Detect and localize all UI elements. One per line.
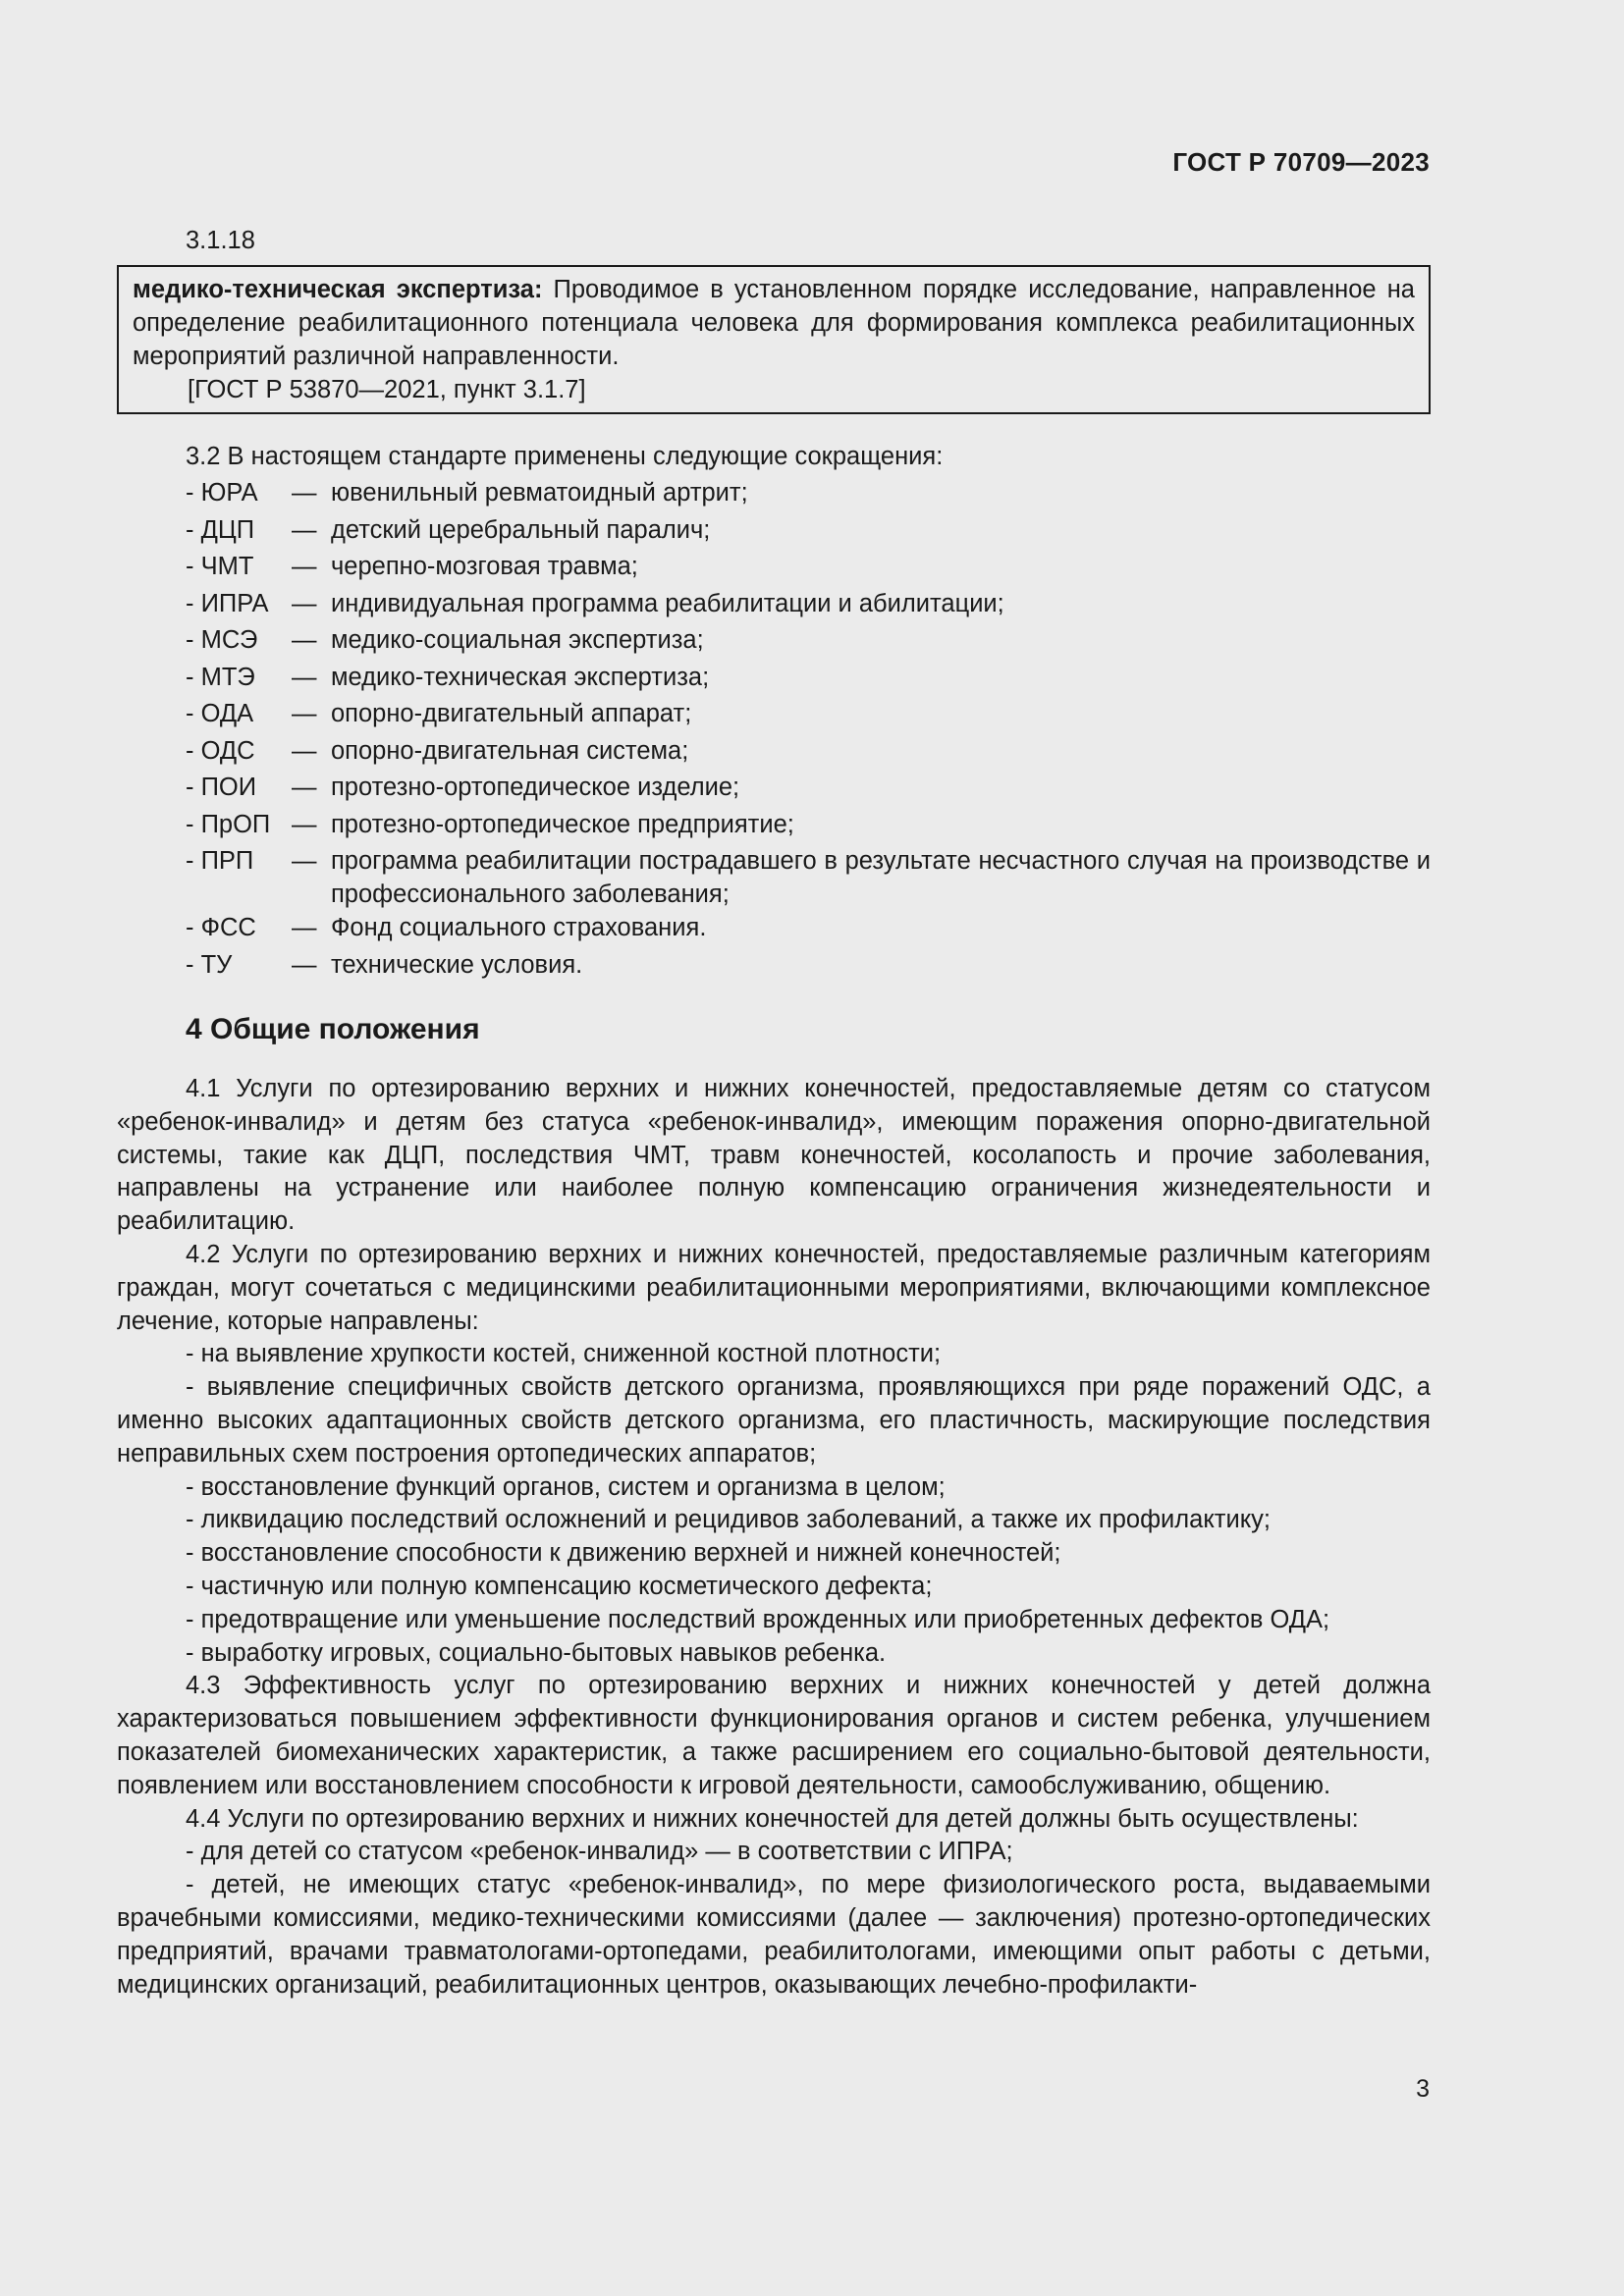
- abbreviation-row: [186, 661, 1431, 698]
- abbreviation-definition: ювенильный ревматоидный артрит;: [331, 479, 748, 507]
- abbreviation-code: - ИПРА: [186, 589, 269, 617]
- abbreviation-definition: медико-техническая экспертиза;: [331, 663, 710, 691]
- abbreviation-code: - ОДС: [186, 736, 255, 765]
- abbreviation-code: - ПОИ: [186, 774, 257, 801]
- abbreviation-code: - ФСС: [186, 914, 256, 941]
- abbreviation-row: [186, 550, 1431, 587]
- abbreviation-definition: индивидуальная программа реабилитации и абилитации;: [331, 589, 1004, 617]
- abbreviation-dash: —: [292, 553, 317, 580]
- abbreviation-dash: —: [292, 700, 317, 727]
- abbreviation-definition: опорно-двигательный аппарат;: [331, 700, 692, 727]
- list-item: - восстановление функций органов, систем и организма в целом;: [186, 1472, 946, 1501]
- abbreviations-intro: 3.2 В настоящем стандарте применены следующие сокращения:: [186, 443, 944, 470]
- list-item: - восстановление способности к движению верхней и нижней конечностей;: [186, 1539, 1061, 1568]
- list-item: - выработку игровых, социально-бытовых навыков ребенка.: [186, 1638, 887, 1667]
- term-number: 3.1.18: [186, 227, 255, 254]
- paragraph-4-4: 4.4 Услуги по ортезированию верхних и нижних конечностей для детей должны быть осуществлены:: [186, 1804, 1359, 1833]
- abbreviation-definition: протезно-ортопедическое изделие;: [331, 774, 740, 801]
- list-item: - предотвращение или уменьшение последствий врожденных или приобретенных дефектов ОДА;: [186, 1605, 1330, 1633]
- paragraph-4-1: 4.1 Услуги по ортезированию верхних и нижних конечностей, предоставляемые детям со статусом «ребенок-инвалид» и детям без статуса «ребенок-инвалид», имеющим поражения опорно-двигательной системы, такие как ДЦП, последствия ЧМТ, травм конечностей, косолапость и прочие заболевания, направлены на устранение или наиболее полную компенсацию ограничения жизнедеятельности и реабилитацию.: [117, 1075, 1431, 1236]
- list-item: - детей, не имеющих статус «ребенок-инвалид», по мере физиологического роста, выдаваемыми врачебными комиссиями, медико-техническими комиссиями (далее — заключения) протезно-ортопедических предприятий, врачами травматологами-ортопедами, реабилитологами, имеющими опыт работы с детьми, медицинских организаций, реабилитационных центров, оказывающих лечебно-профилакти-: [117, 1871, 1431, 1999]
- abbreviation-dash: —: [292, 914, 317, 941]
- section-heading: 4 Общие положения: [186, 1013, 480, 1045]
- abbreviation-code: - ЮРА: [186, 479, 258, 507]
- abbreviation-row: [186, 771, 1431, 808]
- list-item: - ликвидацию последствий осложнений и рецидивов заболеваний, а также их профилактику;: [186, 1506, 1271, 1534]
- term-name: медико-техническая экспертиза:: [133, 276, 543, 303]
- page-content: [117, 224, 1431, 2002]
- abbreviation-dash: —: [292, 626, 317, 654]
- abbreviation-dash: —: [292, 950, 317, 979]
- abbreviation-row: [186, 587, 1431, 624]
- abbreviation-code: - ОДА: [186, 700, 254, 727]
- abbreviation-code: - МТЭ: [186, 663, 255, 691]
- abbreviation-row: [186, 734, 1431, 772]
- abbreviation-definition: черепно-мозговая травма;: [331, 553, 638, 580]
- paragraph-4-2: 4.2 Услуги по ортезированию верхних и нижних конечностей, предоставляемые различным категориям граждан, могут сочетаться с медицинскими реабилитационными мероприятиями, включающими комплексное лечение, которые направлены:: [117, 1240, 1431, 1335]
- abbreviation-row: [186, 697, 1431, 734]
- abbreviation-row: [186, 476, 1431, 513]
- abbreviation-code: - ПРП: [186, 847, 254, 875]
- abbreviation-dash: —: [292, 479, 317, 507]
- abbreviation-code: - МСЭ: [186, 626, 258, 654]
- abbreviation-row: [186, 808, 1431, 845]
- abbreviation-row: [186, 513, 1431, 551]
- abbreviation-definition: опорно-двигательная система;: [331, 736, 689, 765]
- abbreviation-dash: —: [292, 810, 317, 838]
- abbreviation-row: [186, 844, 1431, 911]
- term-definition: Проводимое в установленном порядке исследование, направленное на определение реабилитационного потенциала человека для формирования комплекса реабилитационных мероприятий различной направленности.: [133, 276, 1415, 370]
- abbreviation-definition: Фонд социального страхования.: [331, 914, 707, 941]
- abbreviation-dash: —: [292, 663, 317, 691]
- abbreviation-definition: технические условия.: [331, 950, 583, 979]
- abbreviation-dash: —: [292, 736, 317, 765]
- list-item: - на выявление хрупкости костей, сниженной костной плотности;: [186, 1340, 942, 1368]
- term-source: [ГОСТ Р 53870—2021, пункт 3.1.7]: [188, 376, 586, 403]
- abbreviation-code: - ЧМТ: [186, 553, 254, 580]
- abbreviation-dash: —: [292, 847, 317, 875]
- page-number: 3: [1416, 2075, 1430, 2103]
- abbreviation-definition: медико-социальная экспертиза;: [331, 626, 704, 654]
- paragraph-4-3: 4.3 Эффективность услуг по ортезированию верхних и нижних конечностей у детей должна характеризоваться повышением эффективности функционирования органов и систем ребенка, улучшением показателей биомеханических характеристик, а также расширением его социально-бытовой деятельности, появлением или восстановлением способности к игровой деятельности, самообслуживанию, общению.: [117, 1672, 1431, 1799]
- standard-code: ГОСТ Р 70709—2023: [1172, 147, 1430, 177]
- abbreviation-dash: —: [292, 515, 317, 544]
- abbreviation-row: [186, 623, 1431, 661]
- list-item: - выявление специфичных свойств детского организма, проявляющихся при ряде поражений ОДС, а именно высоких адаптационных свойств детского организма, его пластичность, маскирующие последствия неправильных схем построения ортопедических аппаратов;: [117, 1373, 1431, 1468]
- term-body: [133, 273, 1415, 373]
- term-definition-box: [117, 265, 1431, 414]
- abbreviation-row: [186, 948, 1431, 986]
- abbreviation-code: - ДЦП: [186, 515, 255, 544]
- abbreviation-definition: программа реабилитации пострадавшего в результате несчастного случая на производстве и профессионального заболевания;: [331, 847, 1431, 908]
- abbreviation-dash: —: [292, 774, 317, 801]
- abbreviation-definition: протезно-ортопедическое предприятие;: [331, 810, 794, 838]
- list-item: - частичную или полную компенсацию косметического дефекта;: [186, 1572, 933, 1600]
- abbreviations-list: [186, 476, 1431, 985]
- abbreviation-definition: детский церебральный паралич;: [331, 515, 711, 544]
- section-body: [117, 1073, 1431, 2002]
- abbreviation-code: - ТУ: [186, 950, 233, 979]
- list-item: - для детей со статусом «ребенок-инвалид» — в соответствии с ИПРА;: [186, 1838, 1013, 1866]
- abbreviation-row: [186, 911, 1431, 948]
- abbreviation-dash: —: [292, 589, 317, 617]
- abbreviation-code: - ПрОП: [186, 810, 271, 838]
